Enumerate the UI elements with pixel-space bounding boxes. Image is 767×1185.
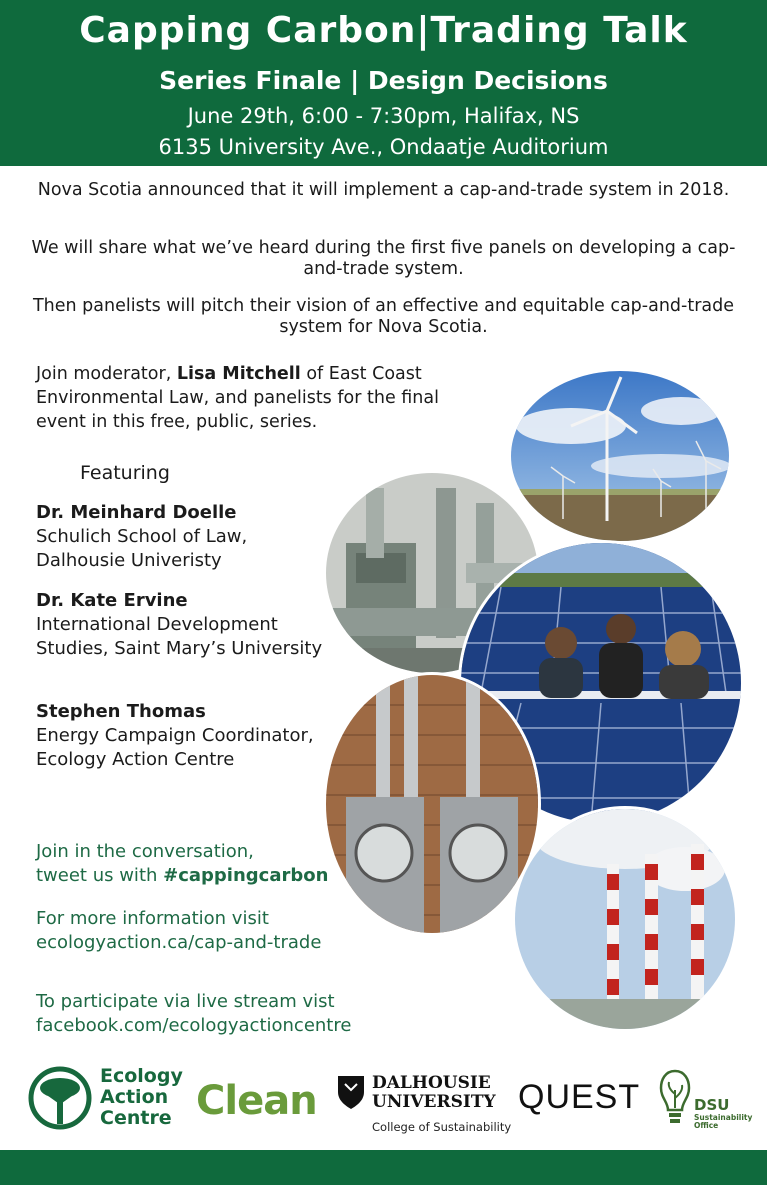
eac-word: Centre: [100, 1107, 172, 1129]
dsu-sustainability-logo: [658, 1068, 753, 1130]
header-banner: [0, 0, 767, 166]
moderator-after-text: of East Coast Environmental Law, and panelists for the final event in this free, public, series.: [36, 364, 439, 432]
conversation-line: Join in the conversation,: [36, 841, 254, 862]
info-line: For more information visit: [36, 908, 269, 929]
tree-icon: [28, 1066, 92, 1130]
panelist-name: Dr. Kate Ervine: [36, 590, 188, 611]
stream-text: [36, 990, 436, 1038]
panelist-affiliation: International Development Studies, Saint Mary’s University: [36, 614, 323, 659]
electric-meters-photo: [323, 672, 541, 936]
dal-word: DALHOUSIE: [372, 1073, 491, 1093]
intro-paragraph-3: Then panelists will pitch their vision of an effective and equitable cap-and-trade system for Nova Scotia.: [32, 296, 735, 337]
ecology-action-centre-logo: [28, 1066, 188, 1136]
panelist-name: Stephen Thomas: [36, 701, 206, 722]
dsu-sub-word: Office: [694, 1121, 719, 1130]
panelist-affiliation: Energy Campaign Coordinator, Ecology Action Centre: [36, 725, 314, 770]
info-url-link[interactable]: ecologyaction.ca/cap-and-trade: [36, 932, 322, 953]
event-date: June 29th, 6:00 - 7:30pm, Halifax, NS: [187, 104, 580, 128]
eac-wordmark: [100, 1066, 183, 1129]
panelist-affiliation: Schulich School of Law, Dalhousie Univeristy: [36, 526, 248, 571]
panelist-1: [36, 501, 326, 573]
quest-logo: QUEST: [518, 1078, 641, 1116]
panelist-name: Dr. Meinhard Doelle: [36, 502, 237, 523]
intro-paragraph-1: Nova Scotia announced that it will implement a cap-and-trade system in 2018.: [37, 180, 730, 200]
panelist-3: [36, 700, 326, 772]
dsu-wordmark: DSU: [694, 1096, 730, 1114]
dsu-subtitle: [694, 1114, 752, 1130]
eac-word: Action: [100, 1086, 169, 1108]
event-title: Capping Carbon|Trading Talk: [79, 10, 688, 51]
intro-paragraph-2: We will share what we’ve heard during the first five panels on developing a cap-and-trade system.: [31, 238, 736, 279]
panelist-2: [36, 589, 326, 661]
dsu-sub-word: Sustainability: [694, 1113, 753, 1122]
dal-word: UNIVERSITY: [372, 1092, 496, 1112]
stream-line: To participate via live stream vist: [36, 991, 335, 1012]
clean-logo: Clean: [196, 1078, 317, 1124]
footer-bar: [0, 1150, 767, 1185]
hashtag-link[interactable]: #cappingcarbon: [163, 865, 329, 886]
dalhousie-college: College of Sustainability: [372, 1120, 512, 1134]
shield-icon: [336, 1074, 366, 1110]
moderator-intro-text: Join moderator,: [36, 364, 177, 384]
moderator-paragraph: [36, 362, 476, 434]
dalhousie-wordmark: [372, 1074, 496, 1112]
lightbulb-icon: [658, 1068, 692, 1128]
event-venue: 6135 University Ave., Ondaatje Auditorium: [158, 135, 609, 159]
moderator-name: Lisa Mitchell: [176, 364, 301, 384]
smokestacks-photo: [512, 806, 738, 1032]
eac-word: Ecology: [100, 1065, 183, 1087]
event-subtitle: Series Finale | Design Decisions: [159, 66, 608, 95]
stream-url-link[interactable]: facebook.com/ecologyactioncentre: [36, 1015, 352, 1036]
featuring-heading: Featuring: [80, 462, 170, 484]
wind-turbine-photo: [508, 368, 732, 544]
tweet-prefix: tweet us with: [36, 865, 164, 886]
